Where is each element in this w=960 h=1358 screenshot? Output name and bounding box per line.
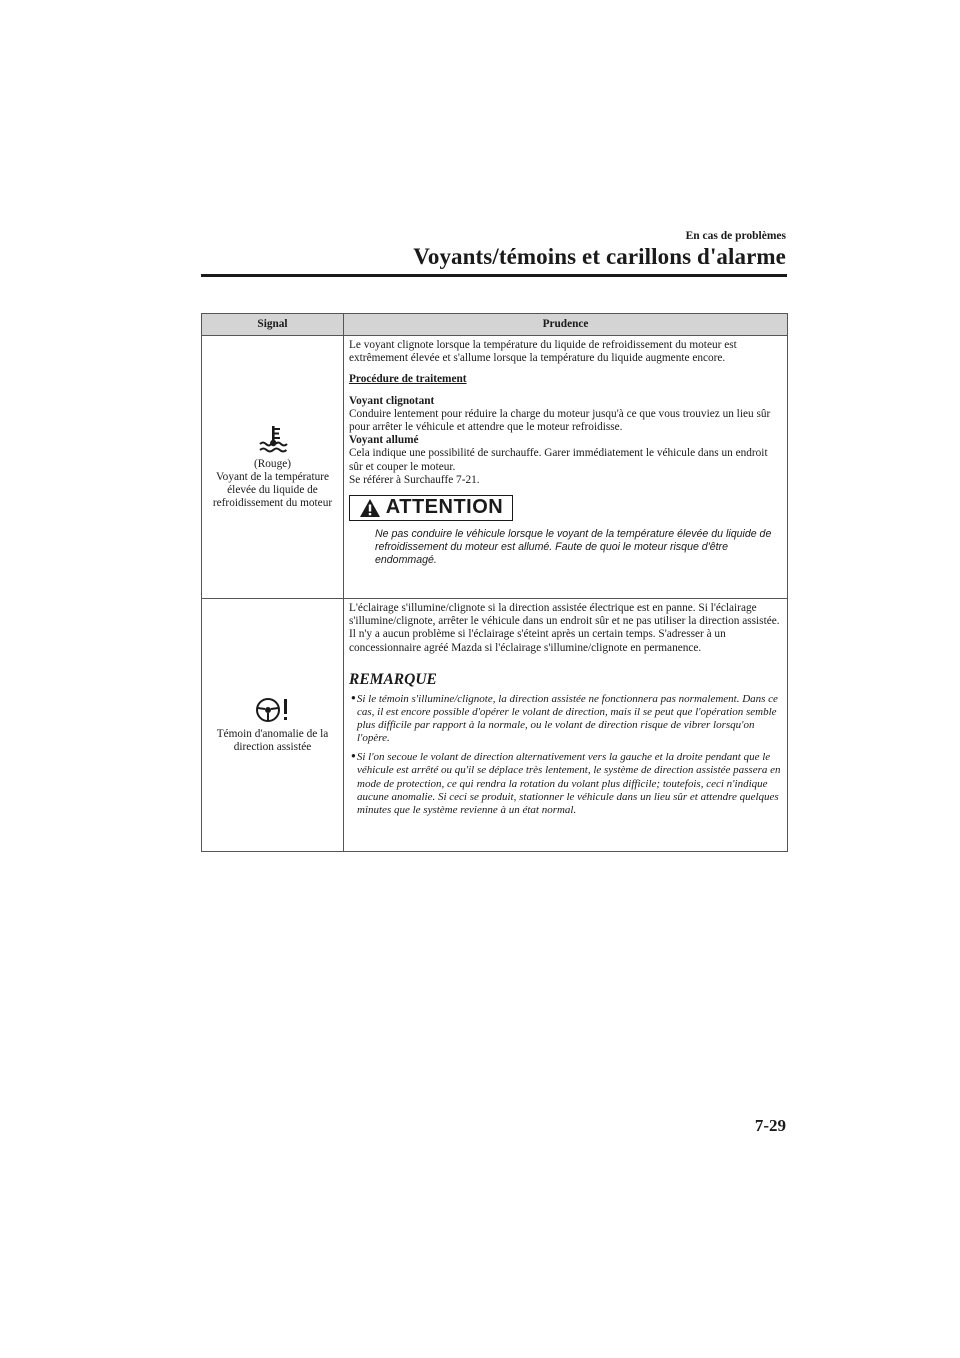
note-item: ●Si le témoin s'illumine/clignote, la direction assistée ne fonctionnera pas normalement. Dans ce cas, il est encore possible d'opérer le volant de direction, mais il se peut que l'opération semble plus difficile par rapport à la normale, ou le volant de direction risque de vibrer lorsqu'on l'opère. [351, 693, 778, 745]
warning-triangle-icon [359, 498, 381, 518]
prudence-cell [344, 336, 788, 599]
blinking-text: Conduire lentement pour réduire la charge du moteur jusqu'à ce que vous trouviez un lieu sûr pour arrêter le véhicule et attendre que le moteur refroidisse. [349, 407, 771, 434]
signal-cell [202, 336, 344, 599]
table-header-row [202, 314, 788, 336]
note-text: Si l'on secoue le volant de direction alternativement vers la gauche et la droite pendant que le véhicule est arrêté ou qu'il se déplace très lentement, le système de direction assistée passera en mode de protection, ce qui rendra la rotation du volant plus difficile; toutefois, ceci n'indique aucune anomalie. Si ceci se produit, stationner le véhicule dans un lieu sûr et attendre quelques minutes que le système revienne à un état normal. [356, 751, 781, 816]
reference-text: Se référer à Surchauffe 7-21. [349, 473, 480, 486]
attention-box [349, 495, 513, 521]
note-item: ●Si l'on secoue le volant de direction alternativement vers la gauche et la droite pendant que le véhicule est arrêté ou qu'il se déplace très lentement, le système de direction assistée passera en mode de protection, ce qui rendra la rotation du volant plus difficile; toutefois, ceci n'indique aucune anomalie. Si ceci se produit, stationner le véhicule dans un lieu sûr et attendre quelques minutes que le système revienne à un état normal. [351, 751, 781, 816]
remarque-title: REMARQUE [349, 670, 437, 688]
page-number: 7-29 [754, 1116, 786, 1135]
column-header-signal: Signal [202, 314, 344, 336]
power-steering-malfunction-icon [253, 696, 293, 724]
procedure-title: Procédure de traitement [349, 373, 467, 386]
header-rule [201, 274, 787, 277]
section-label: En cas de problèmes [685, 230, 786, 242]
signal-name: Voyant de la température élevée du liquide de refroidissement du moteur [212, 470, 333, 510]
note-text: Si le témoin s'illumine/clignote, la direction assistée ne fonctionnera pas normalement. Dans ce cas, il est encore possible d'opérer le volant de direction, mais il se peut que l'opération semble plus difficile par rapport à la normale, ou le volant de direction risque de vibrer lorsqu'on l'opère. [356, 693, 778, 745]
prudence-cell [344, 599, 788, 852]
table-row [202, 599, 788, 852]
blinking-title: Voyant clignotant [349, 394, 435, 407]
warning-lights-table [201, 313, 788, 852]
coolant-temperature-icon [257, 424, 289, 454]
signal-name: Témoin d'anomalie de la direction assistée [216, 727, 329, 753]
signal-color: (Rouge) [253, 457, 292, 470]
lit-title: Voyant allumé [349, 434, 419, 447]
column-header-prudence: Prudence [344, 314, 788, 336]
attention-label: ATTENTION [385, 496, 504, 519]
signal-cell [202, 599, 344, 852]
table-row [202, 336, 788, 599]
intro-text: L'éclairage s'illumine/clignote si la direction assistée électrique est en panne. Si l'éclairage s'illumine/clignote, arrêter le véhicule dans un endroit sûr et ne pas utiliser la direction assistée. Il n'y a aucun problème si l'éclairage s'éteint après un certain temps. S'adresser à un concessionnaire agréé Mazda si l'éclairage s'illumine/clignote en permanence. [349, 602, 780, 654]
intro-text: Le voyant clignote lorsque la température du liquide de refroidissement du moteur est extrêmement élevée et s'allume lorsque la température du liquide augmente encore. [349, 339, 737, 365]
chapter-title: Voyants/témoins et carillons d'alarme [413, 244, 786, 269]
lit-text: Cela indique une possibilité de surchauffe. Garer immédiatement le véhicule dans un endroit sûr et couper le moteur. [349, 447, 768, 473]
attention-text: Ne pas conduire le véhicule lorsque le voyant de la température élevée du liquide de refroidissement du moteur est allumé. Faute de quoi le moteur risque d'être endommagé. [375, 528, 772, 567]
